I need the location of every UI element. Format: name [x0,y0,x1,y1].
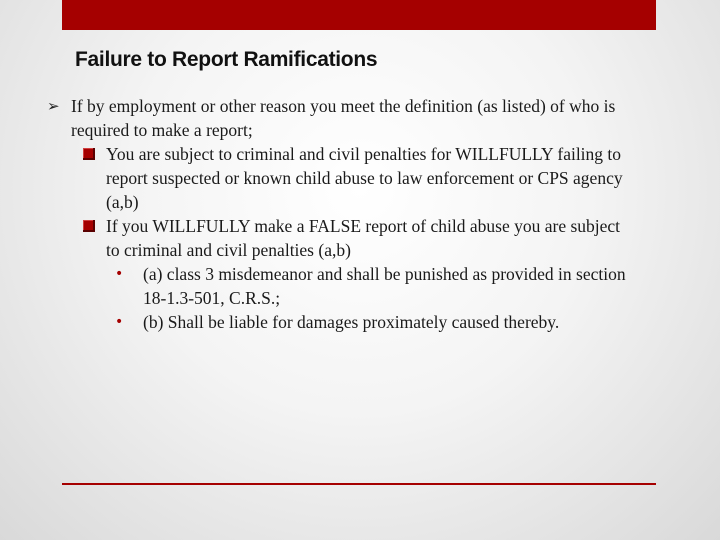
dot-bullet-icon: • [115,266,124,282]
bottom-divider [62,483,656,485]
slide-title: Failure to Report Ramifications [75,48,378,71]
bullet-line: 18-1.3-501, C.R.S.; [143,288,281,308]
bullet-line: (a,b) [106,192,139,212]
bullet-line: (a) class 3 misdemeanor and shall be punished as provided in section [143,264,626,284]
top-accent-bar [62,0,656,30]
bullet-line: If by employment or other reason you meet the definition (as listed) of who is [71,96,616,116]
arrow-bullet-icon: ➢ [47,97,60,115]
bullet-line: report suspected or known child abuse to law enforcement or CPS agency [106,168,623,188]
bullet-line: If you WILLFULLY make a FALSE report of child abuse you are subject [106,216,621,236]
bullet-line: You are subject to criminal and civil penalties for WILLFULLY failing to [106,144,622,164]
bullet-line: to criminal and civil penalties (a,b) [106,240,351,260]
dot-bullet-icon: • [115,314,124,330]
bullet-line: (b) Shall be liable for damages proximately caused thereby. [143,312,560,332]
bullet-line: required to make a report; [71,120,253,140]
checkbox-bullet-icon [83,148,95,160]
checkbox-bullet-icon [83,220,95,232]
